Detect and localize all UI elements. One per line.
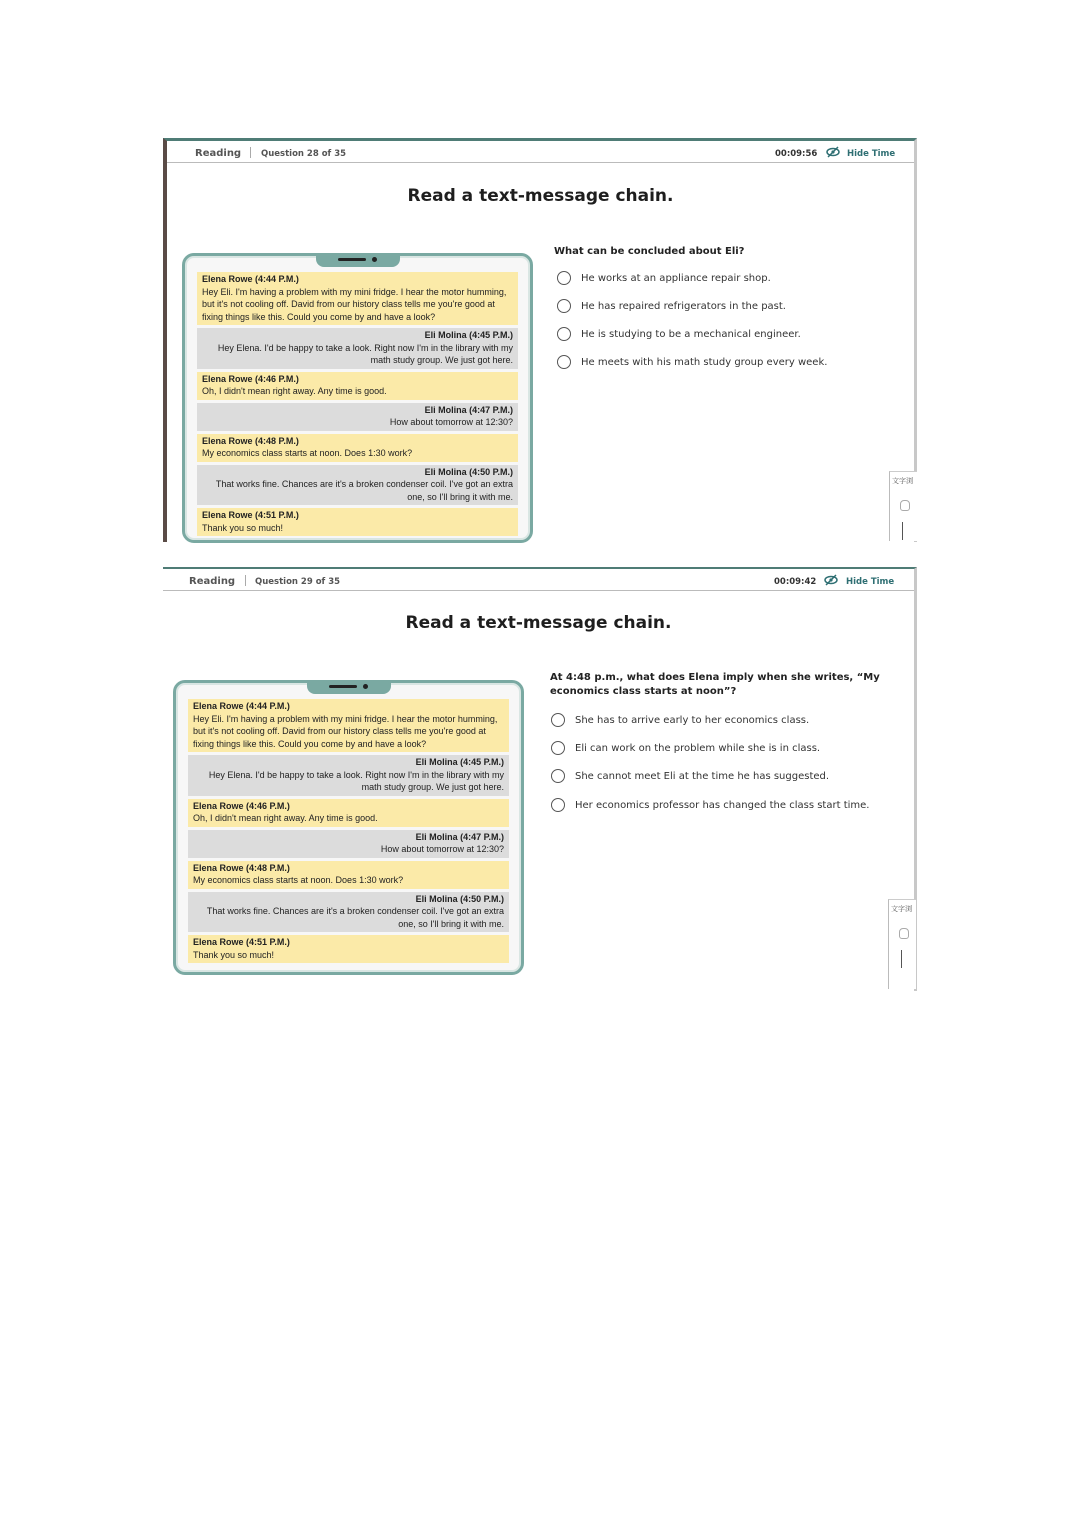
option-label: She cannot meet Eli at the time he has suggested. [575,770,830,782]
message-text: Oh, I didn't mean right away. Any time is good. [202,386,387,396]
section-label: Reading [195,148,242,159]
tablet-notch [307,680,391,694]
message-sender: Elena Rowe (4:44 P.M.) [202,274,299,284]
message-text: Oh, I didn't mean right away. Any time is good. [193,813,378,823]
message-bubble-elena [197,272,518,325]
message-text: My economics class starts at noon. Does 1:30 work? [202,448,413,458]
page-title: Read a text-message chain. [407,186,674,206]
message-bubble-elena [188,699,509,752]
message-bubble-eli [197,328,518,369]
side-tool-label: 文字浏 [892,477,913,485]
page-title: Read a text-message chain. [405,613,672,633]
message-list [197,272,518,536]
message-text: That works fine. Chances are it's a broken condenser coil. I've got an extra one, so I'll bring it with me. [206,906,504,929]
answer-option-b[interactable] [551,741,820,755]
message-bubble-elena [188,861,509,889]
side-toolbar[interactable] [888,899,916,989]
answer-option-b[interactable] [557,299,786,313]
answer-option-d[interactable] [551,798,869,812]
message-sender: Elena Rowe (4:51 P.M.) [202,510,299,520]
top-bar [167,141,914,163]
side-toolbar[interactable] [889,471,917,541]
message-list [188,699,509,963]
hand-icon[interactable] [899,928,909,939]
message-sender: Elena Rowe (4:46 P.M.) [202,373,299,384]
question-screen-29 [163,567,917,991]
message-bubble-eli [188,830,509,858]
message-bubble-eli [197,403,518,431]
option-label: Her economics professor has changed the class start time. [575,799,870,811]
message-sender: Elena Rowe (4:48 P.M.) [193,862,290,873]
message-text: Thank you so much! [193,949,275,960]
message-bubble-elena [188,935,509,963]
option-label: He is studying to be a mechanical engineer. [581,328,801,340]
tablet-notch [316,253,400,267]
message-text: My economics class starts at noon. Does 1:30 work? [193,875,404,885]
answer-option-a[interactable] [551,713,809,727]
message-bubble-eli [188,892,509,933]
divider [250,147,251,158]
answer-option-a[interactable] [557,271,771,285]
option-label: He has repaired refrigerators in the past. [581,300,786,312]
message-bubble-elena [197,508,518,536]
hand-icon[interactable] [900,500,910,511]
message-bubble-eli [197,465,518,506]
timer: 00:09:42 [774,577,817,587]
answer-option-d[interactable] [557,355,827,369]
message-text: Hey Elena. I'd be happy to take a look. Right now I'm in the library with my math study group. We just got here. [208,769,504,792]
radio-button[interactable] [557,299,571,313]
option-label: He meets with his math study group every week. [581,356,828,368]
message-sender: Eli Molina (4:45 P.M.) [415,757,504,767]
hide-time-button[interactable]: Hide Time [847,149,896,159]
option-label: He works at an appliance repair shop. [581,272,771,284]
hide-time-button[interactable]: Hide Time [846,577,895,587]
message-sender: Eli Molina (4:47 P.M.) [415,831,504,842]
eye-slash-icon[interactable] [826,146,840,158]
option-label: Eli can work on the problem while she is in class. [575,742,821,754]
radio-button[interactable] [551,713,565,727]
message-bubble-elena [197,372,518,400]
message-bubble-elena [197,434,518,462]
text-cursor-icon [901,950,902,968]
side-tool-label: 文字浏 [891,905,912,913]
text-message-tablet [182,253,533,543]
message-sender: Elena Rowe (4:44 P.M.) [193,701,290,711]
message-text: Hey Eli. I'm having a problem with my mini fridge. I hear the motor humming, but it's not cooling off. David from our history class tells me you're good at fixing things like this. Could you come by and have a look? [193,713,498,749]
option-label: She has to arrive early to her economics class. [575,714,810,726]
message-bubble-eli [188,755,509,796]
message-sender: Eli Molina (4:50 P.M.) [415,893,504,904]
message-sender: Elena Rowe (4:46 P.M.) [193,800,290,811]
answer-option-c[interactable] [557,327,801,341]
radio-button[interactable] [557,327,571,341]
text-message-tablet [173,680,524,975]
question-prompt: At 4:48 p.m., what does Elena imply when she writes, “My economics class starts at noon”? [550,672,880,697]
text-cursor-icon [902,522,903,540]
question-counter: Question 29 of 35 [255,577,341,587]
section-label: Reading [189,576,236,587]
radio-button[interactable] [557,355,571,369]
timer: 00:09:56 [775,149,818,159]
message-sender: Elena Rowe (4:51 P.M.) [193,937,290,947]
message-text: That works fine. Chances are it's a broken condenser coil. I've got an extra one, so I'll bring it with me. [215,479,513,502]
question-counter: Question 28 of 35 [261,149,347,159]
message-text: Thank you so much! [202,522,284,533]
message-text: Hey Elena. I'd be happy to take a look. Right now I'm in the library with my math study group. We just got here. [217,342,513,365]
divider [245,575,246,586]
message-text: How about tomorrow at 12:30? [389,417,513,427]
question-screen-28 [163,138,917,542]
message-text: How about tomorrow at 12:30? [380,844,504,854]
message-sender: Eli Molina (4:50 P.M.) [424,466,513,477]
message-sender: Eli Molina (4:47 P.M.) [424,404,513,415]
question-prompt: What can be concluded about Eli? [554,246,745,257]
answer-option-c[interactable] [551,769,829,783]
radio-button[interactable] [551,798,565,812]
message-sender: Eli Molina (4:45 P.M.) [424,330,513,340]
message-text: Hey Eli. I'm having a problem with my mini fridge. I hear the motor humming, but it's not cooling off. David from our history class tells me you're good at fixing things like this. Could you come by and have a look? [202,286,507,322]
radio-button[interactable] [557,271,571,285]
eye-slash-icon[interactable] [824,574,838,586]
radio-button[interactable] [551,741,565,755]
message-sender: Elena Rowe (4:48 P.M.) [202,435,299,446]
radio-button[interactable] [551,769,565,783]
message-bubble-elena [188,799,509,827]
top-bar [163,569,914,591]
